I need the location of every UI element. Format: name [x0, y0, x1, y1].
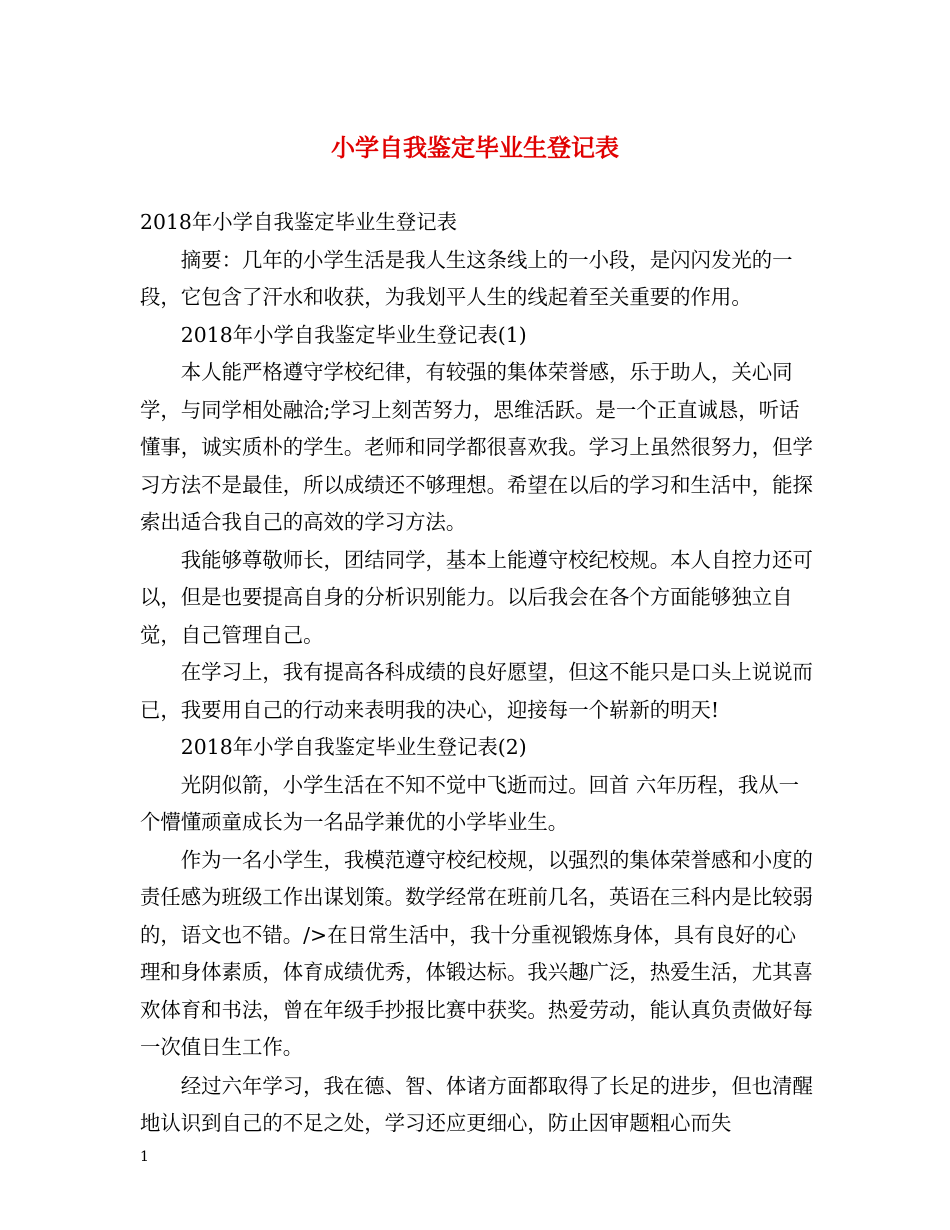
- document-body: [140, 204, 814, 1143]
- paragraph: 经过六年学习，我在德、智、体诸方面都取得了长足的进步，但也清醒地认识到自己的不足之处，学习还应更细心，防止因审题粗心而失: [140, 1073, 813, 1135]
- page-number: 1: [140, 1149, 149, 1165]
- paragraph: 光阴似箭，小学生活在不知不觉中飞逝而过。回首 六年历程，我从一个懵懂顽童成长为一名品学兼优的小学毕业生。: [140, 772, 799, 834]
- paragraph: 作为一名小学生，我模范遵守校纪校规，以强烈的集体荣誉感和小度的责任感为班级工作出谋划策。数学经常在班前几名，英语在三科内是比较弱的，语文也不错。/>在日常生活中，我十分重视锻炼身体，具有良好的心理和身体素质，体育成绩优秀，体锻达标。我兴趣广泛，热爱生活，尤其喜欢体育和书法，曾在年级手抄报比赛中获奖。热爱劳动，能认真负责做好每一次值日生工作。: [140, 847, 813, 1059]
- document-title: 小学自我鉴定毕业生登记表: [331, 133, 619, 162]
- paragraph-heading-2: 2018年小学自我鉴定毕业生登记表(2): [180, 735, 527, 759]
- paragraph: 我能够尊敬师长，团结同学，基本上能遵守校纪校规。本人自控力还可以，但是也要提高自身的分析识别能力。以后我会在各个方面能够独立自觉，自己管理自己。: [140, 547, 813, 647]
- paragraph-abstract: 摘要：几年的小学生活是我人生这条线上的一小段，是闪闪发光的一段，它包含了汗水和收获，为我划平人生的线起着至关重要的作用。: [140, 247, 793, 309]
- paragraph-heading-1: 2018年小学自我鉴定毕业生登记表(1): [180, 322, 527, 347]
- paragraph: 本人能严格遵守学校纪律，有较强的集体荣誉感，乐于助人，关心同学，与同学相处融洽;学习上刻苦努力，思维活跃。是一个正直诚恳，听话懂事，诚实质朴的学生。老师和同学都很喜欢我。学习上虽然很努力，但学习方法不是最佳，所以成绩还不够理想。希望在以后的学习和生活中，能探索出适合我自己的高效的学习方法。: [140, 360, 813, 534]
- paragraph-heading-main: 2018年小学自我鉴定毕业生登记表: [140, 210, 457, 234]
- paragraph: 在学习上，我有提高各科成绩的良好愿望，但这不能只是口头上说说而已，我要用自己的行动来表明我的决心，迎接每一个崭新的明天!: [140, 660, 813, 722]
